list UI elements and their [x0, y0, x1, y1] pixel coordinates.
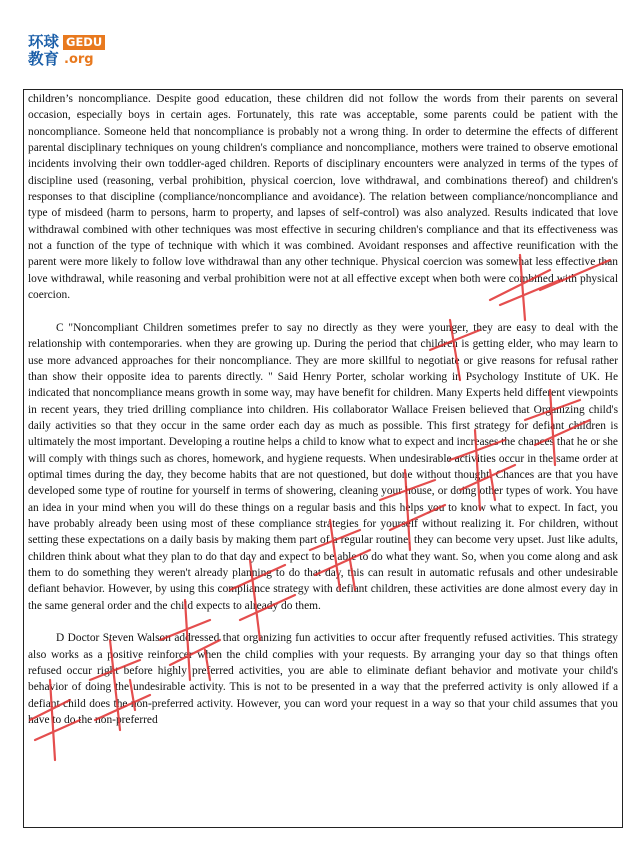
paragraph-b-continued: children’s noncompliance. Despite good education, these children did not follow the words from their parents on several occasion, especially boys in certain ages. Fortunately, this rate was acceptable, some parents could be patient with the noncompliance. Someone held that noncompliance is probably not a wrong thing. In order to determine the effects of different parental disciplinary techniques on young children's compliance and noncompliance, mothers were trained to observe emotional incidents involving their own toddler-aged children. Reports of disciplinary encounters were analyzed in terms of the types of discipline used (reasoning, verbal prohibition, physical coercion, love withdrawal, and combinations thereof) and children's responses to that discipline (compliance/noncompliance and avoidance). The relation between compliance/noncompliance and type of misdeed (harm to persons, harm to property, and lapses of self-control) was also analyzed. Results indicated that love withdrawal combined with other techniques was most effective in securing children's compliance and that its effectiveness was not a function of the type of technique with which it was combined. Avoidant responses and affective reunification with the parent were more likely to follow love withdrawal than any other technique. Physical coercion was somewhat less effective than love withdrawal, while reasoning and verbal prohibition were not at all effective except when both were combined with physical coercion. [28, 93, 618, 302]
logo-cn-bottom: 教育 [28, 50, 60, 68]
paragraph-spacer [28, 303, 618, 319]
paragraph-spacer [28, 614, 618, 630]
logo-cn-top: 环球 [28, 33, 60, 51]
paragraph-c: C "Noncompliant Children sometimes prefer to say no directly as they were younger, they are easy to deal with the relationship with contemporaries. when they are growing up. During the period that children is getting elder, who may learn to use more advanced approaches for their noncompliance. They are more skillful to negotiate or give reasons for refusal rather than show their opposite idea to parents directly. " Said Henry Porter, scholar working in Psychology Institute of UK. He indicated that noncompliance means growth in some way, may have benefit for children. Many Experts held different viewpoints in recent years, they tried drilling compliance into children. His collaborator Wallace Freisen believed that Organizing child's daily activities so that they occur in the same order each day as much as possible. This first strategy for defiant children is ultimately the most important. Developing a routine helps a child to know what to expect and increases the chances that he or she will comply with things such as chores, homework, and hygiene requests. When undesirable activities occur in the same order at optimal times during the day, they become habits that are not questioned, but done without thought. Chances are that you have developed some type of routine for yourself in terms of showering, cleaning your house, or doing other types of work. You have an idea in your mind when you will do these things on a regular basis and this helps you to know what to expect. In fact, you have probably already been using most of these compliance strategies for yourself without realizing it. For children, without setting these expectations on a daily basis by making them part of a regular routine, they can become very upset. Just like adults, children think about what they plan to do that day and expect to be able to do what they want. So, when you come along and ask them to do something they weren't already planning to do that day, this can result in automatic refusals and other undesirable defiant behavior. However, by using this compliance strategy with defiant children, these activities are done almost every day in the same general order and the child expects to already do them. [28, 321, 618, 612]
paragraph-d: D Doctor Steven Walson addressed that organizing fun activities to occur after frequently refused activities. This strategy also works as a positive reinforcer when the child complies with your requests. By arranging your day so that things often refused occur right before highly preferred activities, you are able to eliminate defiant behavior and motivate your child's behavior of doing the undesirable activity. This is not to be presented in a way that the preferred activity is only allowed if a defiant child does the non-preferred activity. However, you can word your request in a way so that your child assumes that you have to do the non-preferred [28, 632, 618, 727]
logo-gedu-box: GEDU [63, 35, 105, 50]
document-body [28, 91, 618, 728]
logo-org: .org [64, 52, 94, 67]
gedu-logo [28, 34, 118, 70]
document-frame [23, 89, 623, 828]
